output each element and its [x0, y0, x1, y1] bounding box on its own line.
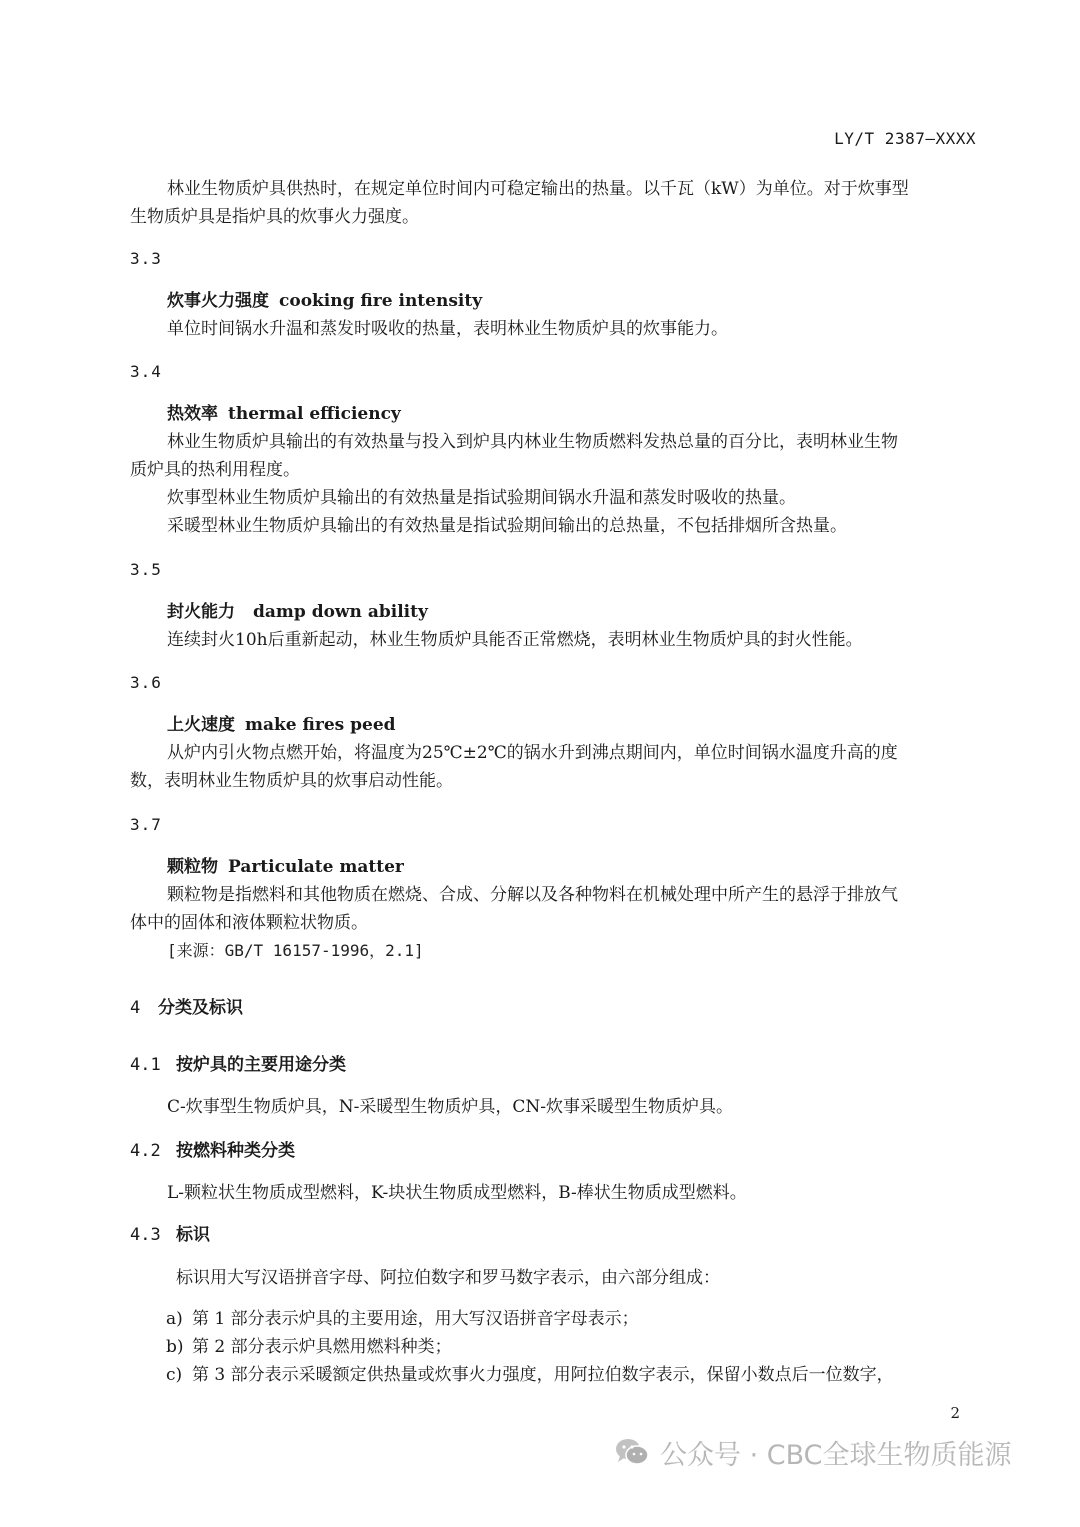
watermark [614, 1430, 1012, 1474]
term-heading [130, 598, 978, 626]
list-item-label: a) [166, 1309, 183, 1329]
section-3-7 [130, 853, 978, 965]
term-number-label: 3.6 [130, 673, 162, 692]
clause-title: 标识 [176, 1225, 210, 1245]
wechat-icon [614, 1436, 650, 1468]
term-definition: 林业生物质炉具输出的有效热量与投入到炉具内林业生物质燃料发热总量的百分比，表明林业生物 [167, 432, 898, 452]
section-3-5 [130, 598, 978, 654]
page-number: 2 [950, 1404, 960, 1422]
clause-number: 4.2 [130, 1141, 161, 1161]
term-english: Particulate matter [228, 857, 404, 877]
clause-heading [130, 1137, 978, 1165]
definition-line: 生物质炉具是指炉具的炊事火力强度。 [130, 207, 419, 227]
clause-title: 按炉具的主要用途分类 [176, 1055, 346, 1075]
term-heading [130, 400, 978, 428]
clause-4-3-list [166, 1305, 986, 1389]
section-3-3 [130, 287, 978, 343]
term-number [130, 556, 978, 584]
term-number-label: 3.3 [130, 249, 162, 268]
term-definition: 质炉具的热利用程度。 [130, 460, 300, 480]
term-heading [130, 287, 978, 315]
document-number-header: LY/T 2387—XXXX [834, 129, 976, 148]
term-number-label: 3.7 [130, 815, 162, 834]
term-definition: 单位时间锅水升温和蒸发时吸收的热量，表明林业生物质炉具的炊事能力。 [167, 319, 728, 339]
term-definition: 采暖型林业生物质炉具输出的有效热量是指试验期间输出的总热量，不包括排烟所含热量。 [167, 516, 847, 536]
watermark-text: 公众号 · CBC全球生物质能源 [660, 1439, 1012, 1471]
term-chinese: 热效率 [167, 404, 218, 424]
term-definition: 数，表明林业生物质炉具的炊事启动性能。 [130, 771, 453, 791]
term-english: cooking fire intensity [279, 291, 483, 311]
list-item-label: c) [166, 1365, 183, 1385]
term-chinese: 炊事火力强度 [167, 291, 269, 311]
clause-body: L-颗粒状生物质成型燃料，K-块状生物质成型燃料，B-棒状生物质成型燃料。 [167, 1183, 747, 1203]
term-number-label: 3.4 [130, 362, 162, 381]
term-definition: 体中的固体和液体颗粒状物质。 [130, 913, 368, 933]
clause-number: 4.1 [130, 1055, 161, 1075]
section-3-2-definition [130, 175, 978, 231]
clause-number: 4.3 [130, 1225, 161, 1245]
term-english: make fires peed [245, 715, 396, 735]
clause-4-1-body [130, 1093, 978, 1121]
section-3-6 [130, 711, 978, 795]
term-definition: 炊事型林业生物质炉具输出的有效热量是指试验期间锅水升温和蒸发时吸收的热量。 [167, 488, 796, 508]
term-number [130, 245, 978, 273]
term-number [130, 669, 978, 697]
clause-4-2 [130, 1137, 978, 1165]
list-item-label: b) [166, 1337, 184, 1357]
clause-body: 标识用大写汉语拼音字母、阿拉伯数字和罗马数字表示，由六部分组成： [176, 1268, 720, 1288]
chapter-title: 分类及标识 [158, 998, 243, 1018]
term-heading [130, 711, 978, 739]
list-item [166, 1305, 986, 1333]
chapter-heading [130, 994, 978, 1022]
list-item [166, 1361, 986, 1389]
clause-title: 按燃料种类分类 [176, 1141, 295, 1161]
term-english: thermal efficiency [228, 404, 401, 424]
term-heading [130, 853, 978, 881]
list-item-text: 第 3 部分表示采暖额定供热量或炊事火力强度，用阿拉伯数字表示，保留小数点后一位数字， [192, 1365, 894, 1385]
clause-heading [130, 1221, 978, 1249]
chapter-4-heading [130, 994, 978, 1022]
term-number-label: 3.5 [130, 560, 162, 579]
term-chinese: 上火速度 [167, 715, 235, 735]
definition-line: 林业生物质炉具供热时，在规定单位时间内可稳定输出的热量。以千瓦（kW）为单位。对于炊事型 [167, 179, 909, 199]
clause-body: C-炊事型生物质炉具，N-采暖型生物质炉具，CN-炊事采暖型生物质炉具。 [167, 1097, 733, 1117]
term-definition: 颗粒物是指燃料和其他物质在燃烧、合成、分解以及各种物料在机械处理中所产生的悬浮于排放气 [167, 885, 898, 905]
clause-4-1 [130, 1051, 978, 1079]
clause-4-3 [130, 1221, 978, 1249]
chapter-number: 4 [130, 998, 141, 1018]
list-item [166, 1333, 986, 1361]
list-item-text: 第 2 部分表示炉具燃用燃料种类； [192, 1337, 452, 1357]
source-citation: [来源：GB/T 16157-1996，2.1] [167, 941, 424, 960]
term-number [130, 358, 978, 386]
section-3-4 [130, 400, 978, 540]
clause-4-3-body [130, 1264, 978, 1292]
clause-4-2-body [130, 1179, 978, 1207]
term-chinese: 封火能力 [167, 602, 235, 622]
term-english: damp down ability [253, 602, 428, 622]
term-chinese: 颗粒物 [167, 857, 218, 877]
list-item-text: 第 1 部分表示炉具的主要用途，用大写汉语拼音字母表示； [192, 1309, 639, 1329]
term-number [130, 811, 978, 839]
term-definition: 连续封火10h后重新起动，林业生物质炉具能否正常燃烧，表明林业生物质炉具的封火性能。 [167, 630, 863, 650]
term-definition: 从炉内引火物点燃开始，将温度为25℃±2℃的锅水升到沸点期间内，单位时间锅水温度升高的度 [167, 743, 898, 763]
clause-heading [130, 1051, 978, 1079]
